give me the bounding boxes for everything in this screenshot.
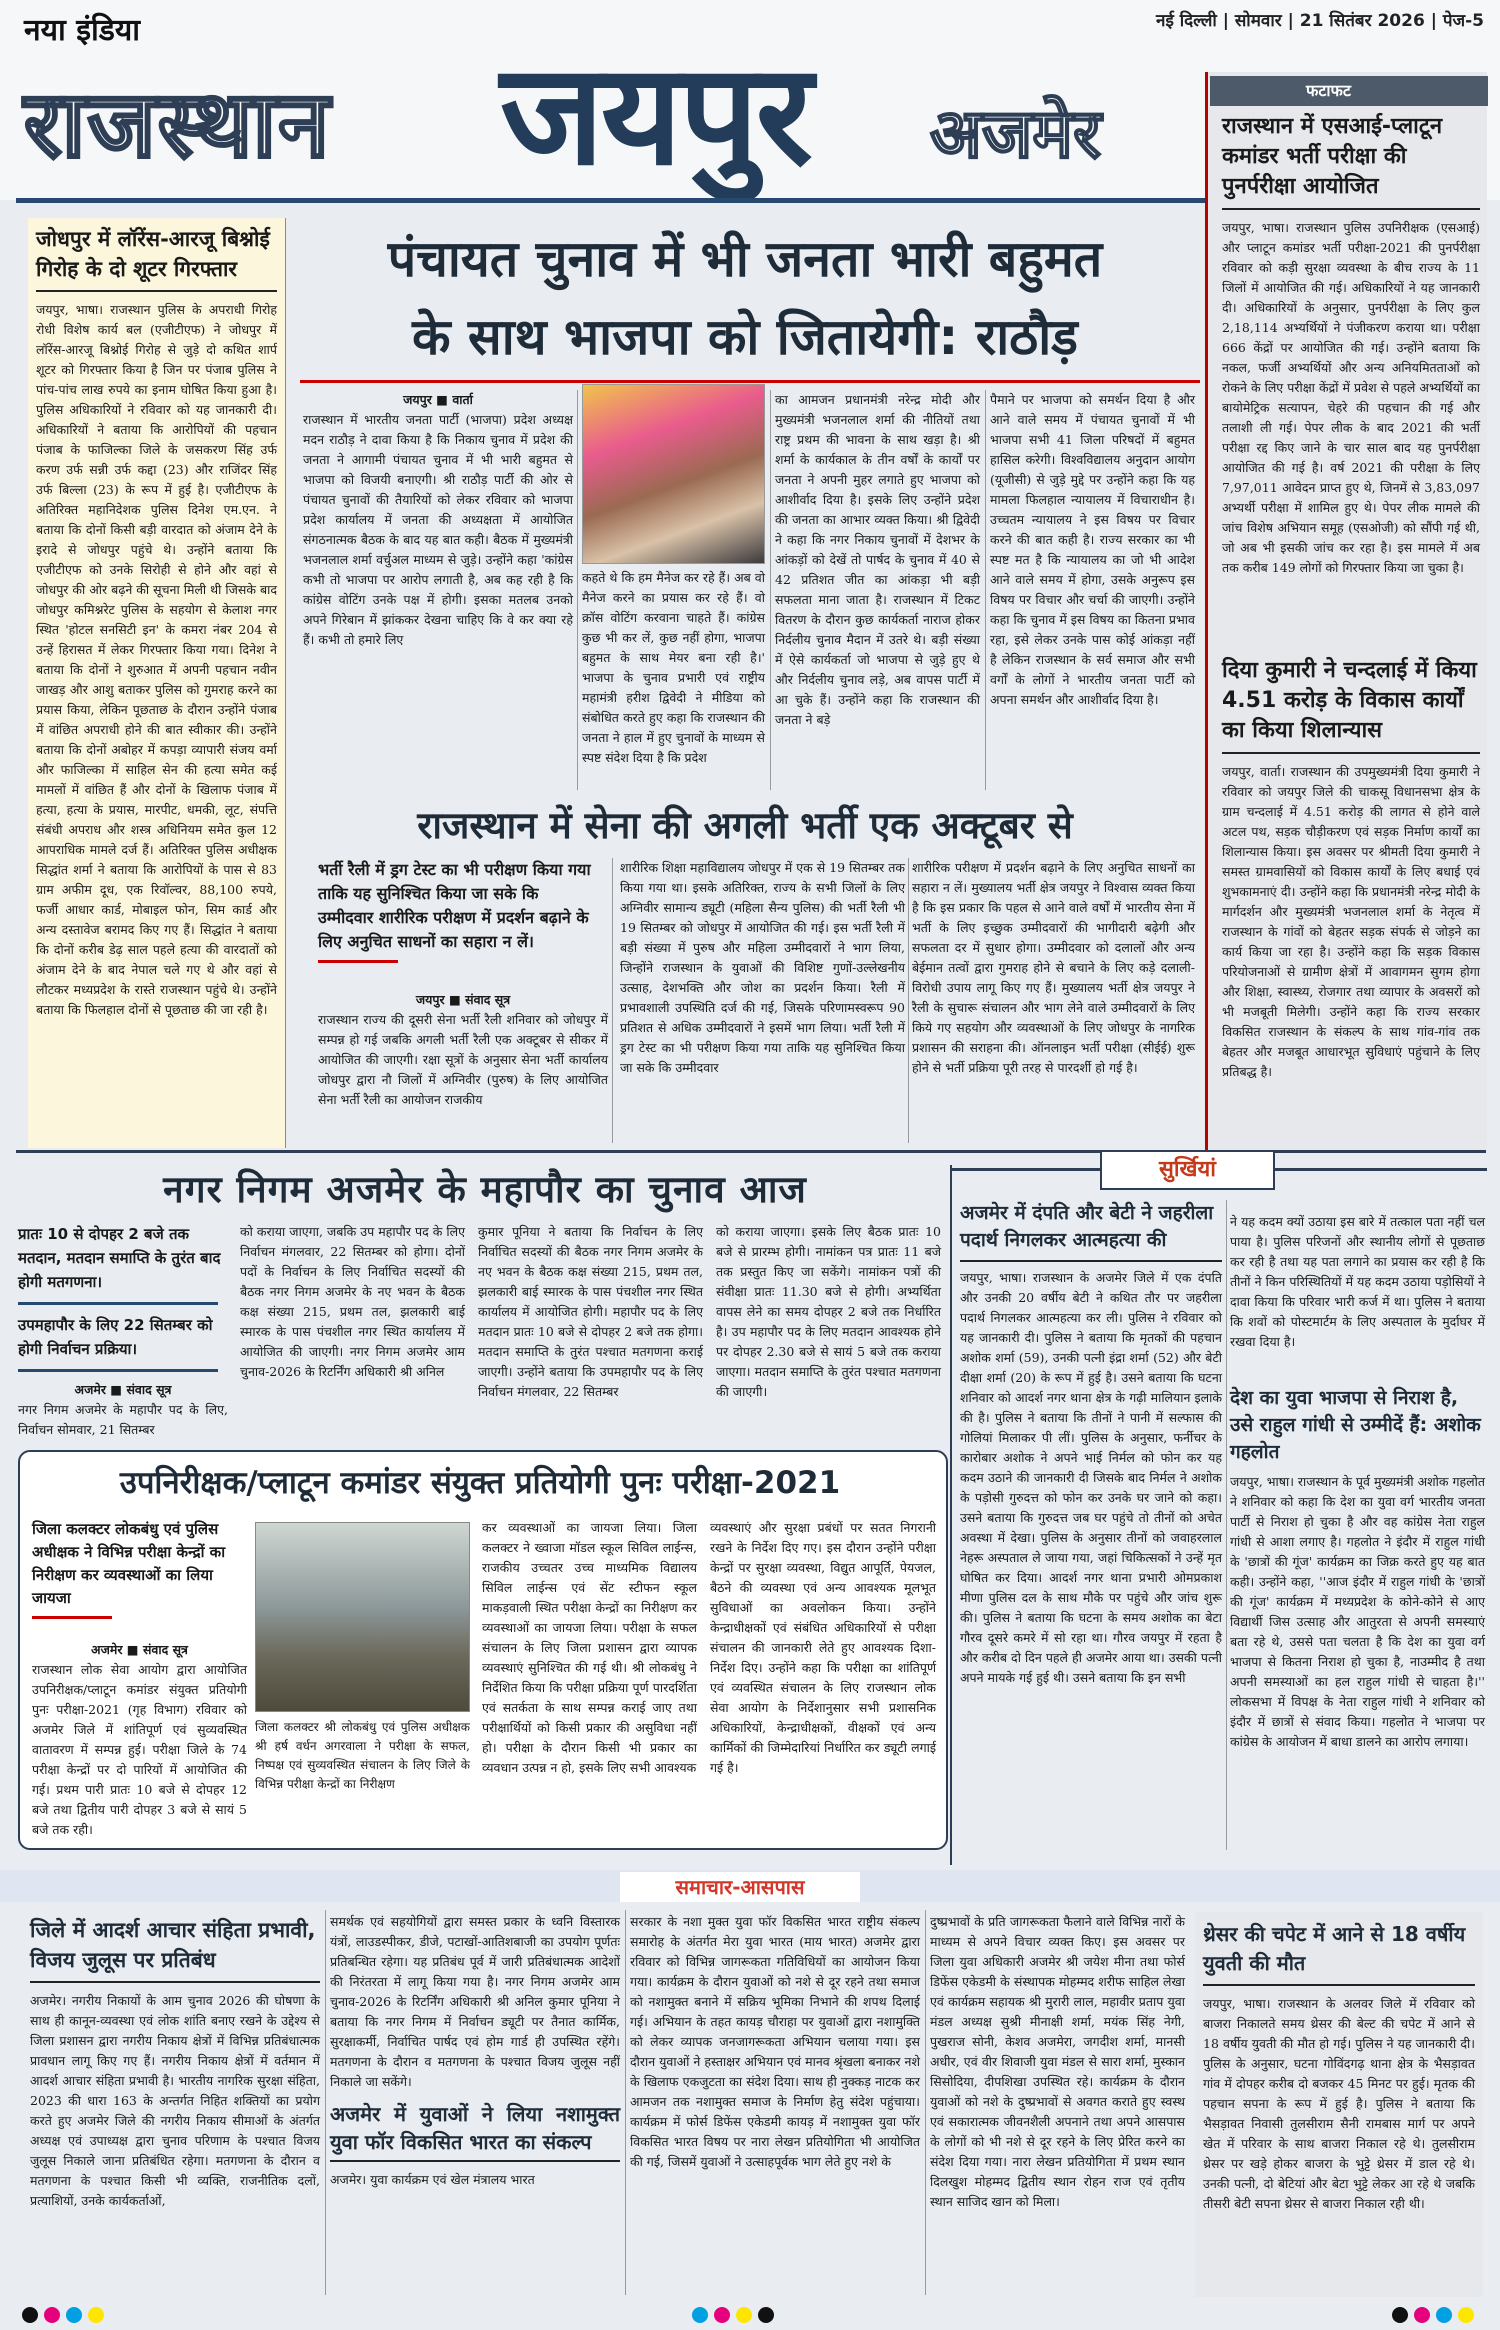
story-body: जयपुर, भाषा। राजस्थान पुलिस के अपराधी गिरोह रोधी विशेष कार्य बल (एजीटीएफ) ने जोधपुर में लॉरेंस-आरजू बिश्नोई गिरोह से जुड़े दो कथित शार्प शूटर को गिरफ्तार किया है जिन पर पंजाब पुलिस ने पांच-पांच लाख रुपये का इनाम घोषित किया हुआ है। पुलिस अधिकारियों ने रविवार को यह जानकारी दी। अधिकारियों ने बताया कि आरोपियों की पहचान पंजाब के फाजिल्का जिले के जसकरण सिंह उर्फ करण उर्फ सन्नी उर्फ कद्दा (23) और राजिंदर सिंह उर्फ बिल्ला (23) के रूप में हुई है। एजीटीएफ के अतिरिक्त महानिदेशक पुलिस दिनेश एम.एन. ने बताया कि दोनों किसी बड़ी वारदात को अंजाम देने के इरादे से जोधपुर पहुंचे थे। उन्होंने बताया कि एजीटीएफ को उनके सिरोही से होने और वहां से जोधपुर की ओर बढ़ने की सूचना मिली थी जिसके बाद जोधपुर कमिश्नरेट पुलिस के सहयोग से केलाश नगर स्थित 'होटल सनसिटी इन' के कमरा नंबर 204 से उन्हें हिरासत में लेकर गिरफ्तार किया गया। दिनेश ने बताया कि दोनों ने शुरुआत में अपनी पहचान नवीन जाखड़ और आशु बताकर पुलिस को गुमराह करने का प्रयास किया, लेकिन पूछताछ के दौरान उन्होंने पंजाब में वांछित अपराधी होने की बात स्वीकार की। उन्होंने बताया कि दोनों अबोहर में कपड़ा व्यापारी संजय वर्मा और फाजिल्का में साहिल सेन की हत्या समेत कई मामलों में वांछित हैं और दोनों के खिलाफ पंजाब में हत्या, हत्या के प्रयास, मारपीट, धमकी, लूट, संपत्ति संबंधी अपराध और शस्त्र अधिनियम समेत कुल 12 आपराधिक मामले दर्ज हैं। अतिरिक्त पुलिस अधीक्षक सिद्धांत शर्मा ने बताया कि आरोपियों के पास से 83 ग्राम अफीम दूध, एक रिवॉल्वर, 88,100 रुपये, फर्जी आधार कार्ड, मोबाइल फोन, सिम कार्ड और अन्य दस्तावेज बरामद किए गए हैं। सिद्धांत ने बताया कि दोनों करीब डेढ़ साल पहले हत्या की वारदातों को अंजाम देने के बाद नेपाल चले गए थे और वहां से लौटकर मध्यप्रदेश के रास्ते राजस्थान पहुंचे थे। उन्होंने बताया कि फिलहाल दोनों से पूछताछ की जा रही है। [36,302,277,1017]
column-text: समर्थक एवं सहयोगियों द्वारा समस्त प्रकार के ध्वनि विस्तारक यंत्रों, लाउडस्पीकर, डीजे, पटाखों-आतिशबाजी का उपयोग पूर्णतः प्रतिबन्धित रहेगा। यह प्रतिबंध पूर्व में जारी प्रतिबंधात्मक आदेशों की निरंतरता में लागू किया गया है। नगर निगम अजमेर आम चुनाव-2026 के रिटर्निंग अधिकारी श्री अनिल कुमार पूनिया ने बताया कि नगर निगम में निर्वाचन ड्यूटी पर तैनात कार्मिक, सुरक्षाकर्मी, निर्वाचित पार्षद एवं होम गार्ड ही उपस्थित रहेंगे। मतगणना के दौरान व मतगणना के पश्चात विजय जुलूस नहीं निकाले जा सकेंगे। [330,1914,620,2089]
city-title: जयपुर [500,34,810,197]
main-story-col-3: का आमजन प्रधानमंत्री नरेन्द्र मोदी और मुख्यमंत्री भजनलाल शर्मा की नीतियों तथा राष्ट्र प्रथम की भावना के साथ खड़ा है। श्री शर्मा के कार्यकाल के तीन वर्षों के कार्यों पर जनता ने अपनी मुहर लगाते हुए भाजपा को आशीर्वाद दिया है। इसके लिए उन्होंने प्रदेश की जनता का आभार व्यक्त किया। श्री द्विवेदी ने कहा कि नगर निकाय चुनावों में देशभर के आंकड़ों को देखें तो पार्षद के चुनाव में 40 से 42 प्रतिशत जीत का आंकड़ा भी बड़ी सफलता माना जाता है। राजस्थान में टिकट वितरण के दौरान कुछ कार्यकर्ता नाराज होकर निर्दलीय चुनाव मैदान में उतरे थे। बड़ी संख्या में ऐसे कार्यकर्ता जो भाजपा से जुड़े हुए थे और निर्दलीय चुनाव लड़े, अब वापस पार्टी में आ चुके हैं। उन्होंने कहा कि राजस्थान की जनता ने बड़े [775,392,980,727]
column-rule [325,1910,326,2295]
story-headline: अजमेर में युवाओं ने लिया नशामुक्त युवा फॉर विकसित भारत का संकल्प [330,2100,620,2162]
main-story-col-4: पैमाने पर भाजपा को समर्थन दिया है और आने वाले समय में पंचायत चुनावों में भी भाजपा सभी 41 जिला परिषदों में बहुमत हासिल करेगी। विश्वविद्यालय अनुदान आयोग (यूजीसी) से जुड़े मुद्दे पर उन्होंने कहा कि यह मामला फिलहाल न्यायालय में विचाराधीन है। उच्चतम न्यायालय ने इस विषय पर विचार करने की बात कही है। राज्य सरकार का भी स्पष्ट मत है कि न्यायालय का जो भी आदेश आने वाले समय में होगा, उसके अनुरूप इस विषय पर विचार और चर्चा की जाएगी। उन्होंने कहा कि चुनाव में इस विषय का कितना प्रभाव रहा, इसे लेकर उनके पास कोई आंकड़ा नहीं है लेकिन राजस्थान के सर्व समाज और सभी वर्गों के लोगों ने भारतीय जनता पार्टी को अपना समर्थन और आशीर्वाद दिया है। [990,392,1195,707]
registration-dot-magenta [1414,2307,1430,2323]
army-col-1 [318,990,608,1110]
column-text: नगर निगम अजमेर के महापौर पद के लिए, निर्वाचन सोमवार, 21 सितम्बर [18,1402,228,1437]
mayor-col-4: को कराया जाएगा। इसके लिए बैठक प्रातः 10 बजे से प्रारम्भ होगी। नामांकन पत्र प्रातः 11 बजे तक प्रस्तुत किए जा सकेंगे। नामांकन पत्रों की संवीक्षा प्रातः 11.30 बजे से होगी। अभ्यर्थिता वापस लेने का समय दोपहर 2 बजे तक निर्धारित है। उप महापौर पद के लिए मतदान आवश्यक होने पर दोपहर 2.30 बजे से सायं 5 बजे तक कराया जाएगा। मतदान समाप्ति के तुरंत पश्चात मतगणना की जाएगी। [716,1224,941,1399]
mayor-col-2: को कराया जाएगा, जबकि उप महापौर पद के लिए निर्वाचन मंगलवार, 22 सितम्बर को होगा। दोनों पदों के निर्वाचन के लिए निर्वाचित सदस्यों की बैठक नगर निगम अजमेर के नए भवन के बैठक कक्ष संख्या 215, प्रथम तल, झलकारी बाई स्मारक के पास पंचशील नगर स्थित कार्यालय में आयोजित की जाएगी। नगर निगम अजमेर आम चुनाव-2026 के रिटर्निंग अधिकारी श्री अनिल [240,1224,465,1379]
exam-col-3: व्यवस्थाएं और सुरक्षा प्रबंधों पर सतत निगरानी रखने के निर्देश दिए गए। इस दौरान उन्होंने परीक्षा केन्द्रों पर सुरक्षा व्यवस्था, विद्युत आपूर्ति, पेयजल, बैठने की व्यवस्था एवं अन्य आवश्यक मूलभूत सुविधाओं का अवलोकन किया। उन्होंने केन्द्राधीक्षकों एवं संबंधित अधिकारियों से परीक्षा संचालन की जानकारी लेते हुए आवश्यक दिशा-निर्देश दिए। उन्होंने कहा कि परीक्षा का शांतिपूर्ण एवं व्यवस्थित संचालन के लिए राजस्थान लोक सेवा आयोग के निर्देशानुसार सभी प्रशासनिक अधिकारियों, केन्द्राधीक्षकों, वीक्षकों एवं अन्य कार्मिकों की जिम्मेदारियां निर्धारित कर ड्यूटी लगाई गई है। [710,1520,936,1775]
story-headline: देश का युवा भाजपा से निराश है, उसे राहुल गांधी से उम्मीदें हैं: अशोक गहलोत [1230,1387,1481,1463]
city-subtitle: अजमेर [930,95,1101,174]
byline: जयपुर ■ वार्ता [403,392,473,407]
column-text: राजस्थान लोक सेवा आयोग द्वारा आयोजित उपनिरीक्षक/प्लाटून कमांडर संयुक्त प्रतियोगी पुनः परीक्षा-2021 (गृह विभाग) रविवार को अजमेर जिले में शांतिपूर्ण एवं सुव्यवस्थित वातावरण में सम्पन्न हुई। परीक्षा जिले के 74 परीक्षा केन्द्रों पर दो पारियों में आयोजित की गई। प्रथम पारी प्रातः 10 बजे से दोपहर 12 बजे तथा द्वितीय पारी दोपहर 3 बजे से सायं 5 बजे तक रही। [32,1662,247,1837]
column-rule [1226,1200,1227,1850]
byline: जयपुर ■ संवाद सूत्र [415,992,511,1007]
pullquote-rule [18,1302,218,1305]
pullquote-rule [18,1369,218,1372]
byline: अजमेर ■ संवाद सूत्र [91,1642,188,1657]
column-rule [577,390,578,790]
inspection-photo [255,1522,470,1712]
registration-dot-cyan [692,2307,708,2323]
story-body: जयपुर, भाषा। राजस्थान के अलवर जिले में रविवार को बाजरा निकालते समय थ्रेसर की बेल्ट की चपेट में आने से 18 वर्षीय युवती की मौत हो गई। पुलिस ने यह जानकारी दी। पुलिस के अनुसार, घटना गोविंदगढ़ थाना क्षेत्र के भैसड़ावत गांव में दोपहर करीब दो बजकर 45 मिनट पर हुई। मृतक की पहचान सपना के रूप में हुई है। पुलिस ने बताया कि भैसड़ावत निवासी तुलसीराम सैनी रामबास मार्ग पर अपने खेत में परिवार के साथ बाजरा निकाल रहे थे। तुलसीराम थ्रेसर पर खड़े होकर बाजरा के भुट्टे थ्रेसर में डाल रहे थे। उनकी पत्नी, दो बेटियां और बेटा भुट्टे लेकर आ रहे थे जबकि तीसरी बेटी सपना थ्रेसर से बाजरा निकाल रही थी। [1203,1996,1475,2211]
surkhiyan-story-2 [1230,1385,1485,1752]
story-headline: अजमेर में दंपति और बेटी ने जहरीला पदार्थ निगलकर आत्महत्या की [960,1200,1222,1262]
surkhiyan-story-1-cont: ने यह कदम क्यों उठाया इस बारे में तत्काल पता नहीं चल पाया है। पुलिस परिजनों और स्थानीय लोगों से पूछताछ कर रही है तथा यह पता लगाने का प्रयास कर रही है कि तीनों ने किन परिस्थितियों में यह कदम उठाया पड़ोसियों ने दावा किया कि परिवार भारी कर्ज में था। पुलिस ने बताया कि शवों को पोस्टमार्टम के लिए अस्पताल के मुर्दाघर में रखवा दिया है। [1230,1214,1485,1349]
story-headline: थ्रेसर की चपेट में आने से 18 वर्षीय युवती की मौत [1203,1920,1475,1986]
registration-dot-yellow [1458,2307,1474,2323]
main-headline [300,220,1190,376]
story-body: जयपुर, भाषा। राजस्थान के अजमेर जिले में एक दंपति और उनकी 20 वर्षीय बेटी ने कथित तौर पर जहरीला पदार्थ निगलकर आत्महत्या कर ली। पुलिस ने रविवार को यह जानकारी दी। पुलिस ने बताया कि मृतकों की पहचान अशोक शर्मा (59), उनकी पत्नी इंद्रा शर्मा (52) और बेटी दीक्षा शर्मा (20) के रूप में हुई है। उसने बताया कि घटना शनिवार को आदर्श नगर थाना क्षेत्र के गढ़ी मालियान इलाके की है। पुलिस ने बताया कि तीनों ने पानी में सल्फास की गोलियां मिलाकर पी लीं। पुलिस के अनुसार, फर्नीचर के कारोबार अशोक ने अपने भाई निर्मल को फोन कर यह कदम उठाने की जानकारी दी जिसके बाद निर्मल ने अशोक के पड़ोसी गुरुदत्त को फोन कर उनके घर जाने को कहा। उसने बताया कि गुरुदत्त जब घर पहुंचे तो तीनों को अचेत अवस्था में देखा। पुलिस के अनुसार तीनों को जवाहरलाल नेहरू अस्पताल ले जाया गया, जहां चिकित्सकों ने उन्हें मृत घोषित कर दिया। आदर्श नगर थाना प्रभारी ओमप्रकाश मीणा पुलिस दल के साथ मौके पर पहुंचे और जांच शुरू की। पुलिस ने बताया कि घटना के समय अशोक का बेटा गौरव दूसरे कमरे में सो रहा था। गौरव जयपुर में रहता है और करीब दो दिन पहले ही अजमेर आया था। उसकी पत्नी अपने मायके गई हुई थी। उसने बताया कि इन सभी [960,1270,1222,1685]
story-headline: जोधपुर में लॉरेंस-आरजू बिश्नोई गिरोह के दो शूटर गिरफ्तार [36,224,277,292]
army-col-2: शारीरिक शिक्षा महाविद्यालय जोधपुर में एक से 19 सितम्बर तक किया गया था। इसके अतिरिक्त, राज्य के सभी जिलों के लिए अग्निवीर सामान्य ड्यूटी (महिला सैन्य पुलिस) की भर्ती रैली भी 19 सितम्बर को जोधपुर में आयोजित की गई। इस भर्ती रैली में बड़ी संख्या में पुरुष और महिला उम्मीदवारों ने भाग लिया, जिन्होंने राजस्थान के युवाओं की विशिष्ट गुणों-उल्लेखनीय उत्साह, देशभक्ति और जोश का प्रदर्शन किया। रैली में प्रभावशाली उपस्थिति दर्ज की गई, जिसके परिणामस्वरूप 90 प्रतिशत से अधिक उम्मीदवारों ने इसमें भाग लिया। भर्ती रैली में ड्रग टेस्ट का भी परीक्षण किया गया ताकि यह सुनिश्चित किया जा सके कि उम्मीदवार [620,860,905,1075]
registration-dot-yellow [736,2307,752,2323]
mayor-col-3: कुमार पूनिया ने बताया कि निर्वाचन के लिए निर्वाचित सदस्यों की बैठक नगर निगम अजमेर के नए भवन के बैठक कक्ष संख्या 215, प्रथम तल, झलकारी बाई स्मारक के पास पंचशील नगर स्थित कार्यालय में आयोजित होगी। महापौर पद के लिए मतदान प्रातः 10 बजे से दोपहर 2 बजे तक होगा। मतदान समाप्ति के तुरंत पश्चात मतगणना कराई जाएगी। उन्होंने बताया कि उपमहापौर पद के लिए निर्वाचन मंगलवार, 22 सितम्बर [478,1224,703,1399]
left-lead-story [28,218,286,1148]
registration-dot-magenta [714,2307,730,2323]
bottom-mid-col-3: दुष्प्रभावों के प्रति जागरूकता फैलाने वाले विभिन्न नारों के माध्यम से अपने विचार व्यक्त किए। इस अवसर पर जिला युवा अधिकारी अजमेर श्री जयेश मीना तथा फोर्स डिफेंस एकेडमी के संस्थापक मोहम्मद शरीफ साहिल लेखा एवं कार्यक्रम सहायक श्री मुरारी लाल, महावीर प्रताप युवा मंडल अध्यक्ष सुश्री मीनाक्षी शर्मा, मयंक सिंह नेगी, पुखराज सोनी, केशव अजमेरा, जगदीश शर्मा, मानसी अधीर, एवं वीर शिवाजी युवा मंडल से सारा शर्मा, मुस्कान सिसोदिया, दीपशिखा उपस्थित रहे। कार्यक्रम के दौरान युवाओं को नशे के दुष्प्रभावों से अवगत कराते हुए स्वस्थ एवं सकारात्मक जीवनशैली अपनाने तथा अपने आसपास के लोगों को भी नशे से दूर रहने के लिए प्रेरित करने का संदेश दिया गया। नारा लेखन प्रतियोगिता में प्रथम स्थान दिलखुश मोहम्मद द्वितीय स्थान रोहन राज एवं तृतीय स्थान साजिद खान को मिला। [930,1914,1185,2209]
column-rule [925,1910,926,2295]
pullquote-text: जिला कलक्टर लोकबंधु एवं पुलिस अधीक्षक ने विभिन्न परीक्षा केन्द्रों का निरीक्षण कर व्यवस्थाओं का लिया जायजा [32,1520,226,1607]
headline-line-1: पंचायत चुनाव में भी जनता भारी बहुमत [387,230,1103,288]
army-col-3: शारीरिक परीक्षण में प्रदर्शन बढ़ाने के लिए अनुचित साधनों का सहारा न लें। मुख्यालय भर्ती क्षेत्र जयपुर ने विश्वास व्यक्त किया है कि इस प्रकार कि पहल से आने वाले वर्षों में भारतीय सेना में भर्ती के लिए इच्छुक उम्मीदवारों की भागीदारी बढ़ेगी और सफलता दर में सुधार होगा। उम्मीदवार को दलालों और अन्य बेईमान तत्वों द्वारा गुमराह होने से बचाने के लिए कड़े दलाली-विरोधी उपाय लागू किए गए हैं। मुख्यालय भर्ती क्षेत्र जयपुर ने रैली के सुचारू संचालन और भाग लेने वाले उम्मीदवारों के लिए किये गए सहयोग और व्यवस्थाओं के लिए जोधपुर के नागरिक प्रशासन की सराहना की। ऑनलाइन भर्ती परीक्षा (सीईई) शुरू होने से भर्ती प्रक्रिया पूरी तरह से पारदर्शी हो गई है। [912,860,1195,1075]
registration-dot-magenta [44,2307,60,2323]
pullquote-rule [318,960,398,963]
fatafat-story-1 [1222,112,1480,578]
registration-marks [0,2300,1500,2330]
main-story-col-2: कहते थे कि हम मैनेज कर रहे हैं। अब वो मैनेज करने का प्रयास कर रहे हैं। वो क्रॉस वोटिंग करवाना चाहते हैं। कांग्रेस कुछ भी कर लें, कुछ नहीं होगा, भाजपा बहुमत के साथ मेयर बना रही है।' भाजपा के चुनाव प्रभारी एवं राष्ट्रीय महामंत्री हरीश द्विवेदी ने मीडिया को संबोधित करते हुए कहा कि राजस्थान की जनता ने हाल में हुए चुनावों के माध्यम से स्पष्ट संदेश दिया है कि प्रदेश [582,570,765,765]
column-rule [625,1910,626,2295]
pullquote-text: भर्ती रैली में ड्रग टेस्ट का भी परीक्षण किया गया ताकि यह सुनिश्चित किया जा सके कि उम्मीदवार शारीरिक परीक्षण में प्रदर्शन बढ़ाने के लिए अनुचित साधनों का सहारा न लें। [318,860,591,951]
column-text: राजस्थान राज्य की दूसरी सेना भर्ती रैली शनिवार को जोधपुर में सम्पन्न हो गई जबकि अगली भर्ती रैली एक अक्टूबर से सीकर में आयोजित की जाएगी। रक्षा सूत्रों के अनुसार सेना भर्ती कार्यालय जोधपुर द्वारा नौ जिलों में अग्निवीर (पुरुष) के लिए आयोजित सेना भर्ती रैली का आयोजन राजकीय [318,1012,608,1107]
surkhiyan-story-1 [960,1200,1222,1688]
column-rule [985,390,986,790]
bottom-mid-col-2: सरकार के नशा मुक्त युवा फॉर विकसित भारत राष्ट्रीय संकल्प समारोह के अंतर्गत मेरा युवा भारत (माय भारत) अजमेर द्वारा रविवार को विभिन्न जागरूकता गतिविधियों का आयोजन किया गया। कार्यक्रम के दौरान युवाओं को नशे से दूर रहने तथा समाज को नशामुक्त बनाने में सक्रिय भूमिका निभाने की शपथ दिलाई गई। अभियान के तहत कायड़ चौराहा पर युवाओं द्वारा नशामुक्ति को लेकर व्यापक जनजागरूकता अभियान चलाया गया। इस दौरान युवाओं ने हस्ताक्षर अभियान एवं मानव श्रृंखला बनाकर नशे के खिलाफ एकजुटता का संदेश दिया। साथ ही नुक्कड़ नाटक कर आमजन तक नशामुक्त समाज के निर्माण हेतु संदेश पहुंचाया। कार्यक्रम में फोर्स डिफेंस एकेडमी कायड़ में नशामुक्त युवा फॉर विकसित भारत विषय पर नारा लेखन प्रतियोगिता भी आयोजित की गई, जिसमें युवाओं ने उत्साहपूर्वक भाग लेते हुए नशे के [630,1914,920,2169]
story-body: जयपुर, वार्ता। राजस्थान की उपमुख्यमंत्री दिया कुमारी ने रविवार को जयपुर जिले की चाकसू विधानसभा क्षेत्र के ग्राम चन्दलाई में 4.51 करोड़ की लागत से होने वाले अटल पथ, सड़क चौड़ीकरण एवं सड़क निर्माण कार्यों का शिलान्यास किया। इस अवसर पर श्रीमती दिया कुमारी ने समस्त ग्रामवासियों को विकास कार्यों के लिए बधाई एवं शुभकामनाएं दी। उन्होंने कहा कि प्रधानमंत्री नरेन्द्र मोदी के मार्गदर्शन और मुख्यमंत्री भजनलाल शर्मा के नेतृत्व में राजस्थान के गांवों को बेहतर सड़क संपर्क से जोड़ने का कार्य किया जा रहा है। उन्होंने कहा कि सड़क विकास परियोजनाओं से ग्रामीण क्षेत्रों में आवागमन सुगम होगा और शिक्षा, स्वास्थ्य, रोजगार तथा व्यापार के अवसरों को भी मजबूती मिलेगी। उन्होंने कहा कि राज्य सरकार विकसित राजस्थान के संकल्प के साथ गांव-गांव तक बेहतर और मजबूत आधारभूत सुविधाएं पहुंचाने के लिए प्रतिबद्ध है। [1222,764,1480,1079]
headline-rule [300,380,1200,383]
mayor-headline: नगर निगम अजमेर के महापौर का चुनाव आज [163,1168,807,1211]
pullquote-rule [32,1616,112,1619]
army-headline: राजस्थान में सेना की अगली भर्ती एक अक्टूबर से [417,804,1073,847]
registration-dot-cyan [66,2307,82,2323]
bottom-mid-col-1 [330,1912,620,2190]
column-rule [612,858,613,1143]
registration-dot-black [758,2307,774,2323]
column-rule [770,390,771,790]
header-rule [16,198,1206,203]
registration-dot-cyan [1436,2307,1452,2323]
pullquote-1: प्रातः 10 से दोपहर 2 बजे तक मतदान, मतदान समाप्ति के तुरंत बाद होगी मतगणना। [18,1225,221,1291]
registration-dot-yellow [88,2307,104,2323]
rathore-photo [582,384,765,564]
story-body: जयपुर, भाषा। राजस्थान के पूर्व मुख्यमंत्री अशोक गहलोत ने शनिवार को कहा कि देश का युवा वर्ग भारतीय जनता पार्टी से निराश हो चुका है और वह कांग्रेस नेता राहुल गांधी से आशा लगाए है। गहलोत ने इंदौर में राहुल गांधी के 'छात्रों की गूंज' कार्यक्रम का जिक्र करते हुए यह बात कही। उन्होंने कहा, ''आज इंदौर में राहुल गांधी के 'छात्रों की गूंज' कार्यक्रम में मध्यप्रदेश के कोने-कोने से आए विद्यार्थी जिस उत्साह और आतुरता से अपनी समस्याएं बता रहे थे, उससे पता चलता है कि देश का युवा वर्ग भाजपा से कितना निराश हो चुका है, नाउम्मीद है तथा अपनी समस्याओं का हल राहुल गांधी से चाहता है।'' लोकसभा में विपक्ष के नेता राहुल गांधी ने शनिवार को इंदौर में छात्रों से संवाद किया। गहलोत ने भाजपा पर कांग्रेस के आयोजन में बाधा डालने का आरोप लगाया। [1230,1474,1485,1749]
pullquote-2: उपमहापौर के लिए 22 सितम्बर को होगी निर्वाचन प्रक्रिया। [18,1316,213,1358]
fatafat-label: फटाफट [1210,76,1488,106]
column-rule [950,1165,952,1865]
exam-pullquote [32,1518,247,1619]
mayor-col-1 [18,1380,228,1440]
photo-caption: जिला कलक्टर श्री लोकबंधु एवं पुलिस अधीक्षक श्री हर्ष वर्धन अगरवाला ने परीक्षा के सफल, निष्पक्ष एवं सुव्यवस्थित संचालन के लिए जिले के विभिन्न परीक्षा केन्द्रों का निरीक्षण [255,1720,470,1791]
section-label: समाचार-आसपास [620,1872,860,1902]
dateline: नई दिल्ली | सोमवार | 21 सितंबर 2026 | पेज-5 [1156,11,1484,31]
registration-dot-black [1392,2307,1408,2323]
registration-dot-black [22,2307,38,2323]
column-rule [908,858,909,1143]
story-body: अजमेर। नगरीय निकायों के आम चुनाव 2026 की घोषणा के साथ ही कानून-व्यवस्था एवं लोक शांति बनाए रखने के उद्देश्य से जिला प्रशासन द्वारा नगरीय निकाय क्षेत्रों में विभिन्न प्रतिबंधात्मक प्रावधान लागू किए गए हैं। नगरीय निकाय क्षेत्रों में वर्तमान में आदर्श आचार संहिता प्रभावी है। भारतीय नागरिक सुरक्षा संहिता, 2023 की धारा 163 के अन्तर्गत निहित शक्तियों का प्रयोग करते हुए अजमेर जिले की नगरीय निकाय सीमाओं के अंतर्गत अध्यक्ष एवं उपाध्यक्ष द्वारा चुनाव परिणाम के पश्चात विजय जुलूस निकाले जाना प्रतिबंधित रहेगा। मतगणना के दौरान व मतगणना के पश्चात किसी भी व्यक्ति, राजनीतिक दलों, प्रत्याशियों, उनके कार्यकर्ताओं, [30,1993,320,2208]
headline-line-2: के साथ भाजपा को जितायेगी: राठौड़ [412,308,1078,366]
newspaper-brand: नया इंडिया [24,13,140,48]
story-headline: दिया कुमारी ने चन्दलाई में किया 4.51 करोड़ के विकास कार्यों का किया शिलान्यास [1222,656,1480,754]
exam-col-2: कर व्यवस्थाओं का जायजा लिया। जिला कलक्टर ने ख्वाजा मॉडल स्कूल सिविल लाईन्स, राजकीय उच्चतर उच्च माध्यमिक विद्यालय सिविल लाईन्स एवं सेंट स्टीफन स्कूल माकड़वाली स्थित परीक्षा केन्द्रों का निरीक्षण कर व्यवस्थाओं का जायजा लिया। परीक्षा के सफल संचालन के लिए जिला प्रशासन द्वारा व्यापक व्यवस्थाएं सुनिश्चित की गई थी। श्री लोकबंधु ने निर्देशित किया कि परीक्षा प्रक्रिया पूर्ण पारदर्शिता एवं सतर्कता के साथ सम्पन्न कराई जाए तथा परीक्षार्थियों को किसी प्रकार की असुविधा नहीं हो। परीक्षा के दौरान किसी भी प्रकार का व्यवधान उत्पन्न न हो, इसके लिए सभी आवश्यक [482,1520,697,1775]
main-story-col-1 [303,390,573,650]
story-headline: राजस्थान में एसआई-प्लाटून कमांडर भर्ती परीक्षा की पुनर्परीक्षा आयोजित [1222,112,1480,210]
fatafat-story-2 [1222,656,1480,1082]
exam-headline: उपनिरीक्षक/प्लाटून कमांडर संयुक्त प्रतियोगी पुनः परीक्षा-2021 [119,1465,841,1501]
bottom-left-story [30,1915,320,2211]
edition-title: राजस्थान [24,71,332,178]
byline: अजमेर ■ संवाद सूत्र [74,1382,172,1397]
story-body: जयपुर, भाषा। राजस्थान पुलिस उपनिरीक्षक (एसआई) और प्लाटून कमांडर भर्ती परीक्षा-2021 की पुनर्परीक्षा रविवार को कड़ी सुरक्षा व्यवस्था के बीच राज्य के 11 जिलों में आयोजित की गई। अधिकारियों ने यह जानकारी दी। अधिकारियों के अनुसार, पुनर्परीक्षा के लिए कुल 2,18,114 अभ्यर्थियों ने पंजीकरण कराया था। परीक्षा 666 केंद्रों पर आयोजित की गई। उन्होंने बताया कि नकल, फर्जी अभ्यर्थियों और अन्य अनियमितताओं को रोकने के लिए परीक्षा केंद्रों में प्रवेश से पहले अभ्यर्थियों का बायोमेट्रिक सत्यापन, चेहरे की पहचान की गई और तलाशी ली गई। पेपर लीक के बाद 2021 की भर्ती परीक्षा रद्द किए जाने के चार साल बाद यह पुनर्परीक्षा आयोजित की गई है। वर्ष 2021 की परीक्षा के लिए 7,97,011 आवेदन प्राप्त हुए थे, जिनमें से 3,83,097 अभ्यर्थी परीक्षा में शामिल हुए थे। पेपर लीक मामले की जांच विशेष अभियान समूह (एसओजी) को सौंपी गई थी, जो अब भी इसकी जांच कर रहा है। इस मामले में अब तक करीब 149 लोगों को गिरफ्तार किया जा चुका है। [1222,220,1480,575]
bottom-right-story [1195,1912,1483,2297]
army-pullquote [318,858,598,963]
column-text: अजमेर। युवा कार्यक्रम एवं खेल मंत्रालय भारत [330,2172,535,2187]
exam-col-1 [32,1640,247,1840]
mayor-pullquotes [18,1222,228,1380]
surkhiyan-label: सुर्खियां [1100,1150,1275,1190]
column-text: राजस्थान में भारतीय जनता पार्टी (भाजपा) प्रदेश अध्यक्ष मदन राठौड़ ने दावा किया है कि निकाय चुनाव में प्रदेश की जनता ने आगामी पंचायत चुनाव में भी भारी बहुमत से भाजपा को विजयी बनाएगी। श्री राठौड़ पार्टी की ओर से पंचायत चुनावों की तैयारियों को लेकर रविवार को भाजपा प्रदेश कार्यालय में जनता की अध्यक्षता में आयोजित संगठनात्मक बैठक के बाद यह बात कही। बैठक में मुख्यमंत्री भजनलाल शर्मा वर्चुअल माध्यम से जुड़े। उन्होंने कहा 'कांग्रेस कभी तो भाजपा पर आरोप लगाती है, अब कह रही है कि कांग्रेस वोटिंग उनके पक्ष में होगी। इसका मतलब उनको अपने गिरेबान में झांककर देखना चाहिए कि वे कर क्या रहे हैं। कभी तो हमारे लिए [303,412,573,647]
story-headline: जिले में आदर्श आचार संहिता प्रभावी, विजय जुलूस पर प्रतिबंध [30,1915,320,1983]
